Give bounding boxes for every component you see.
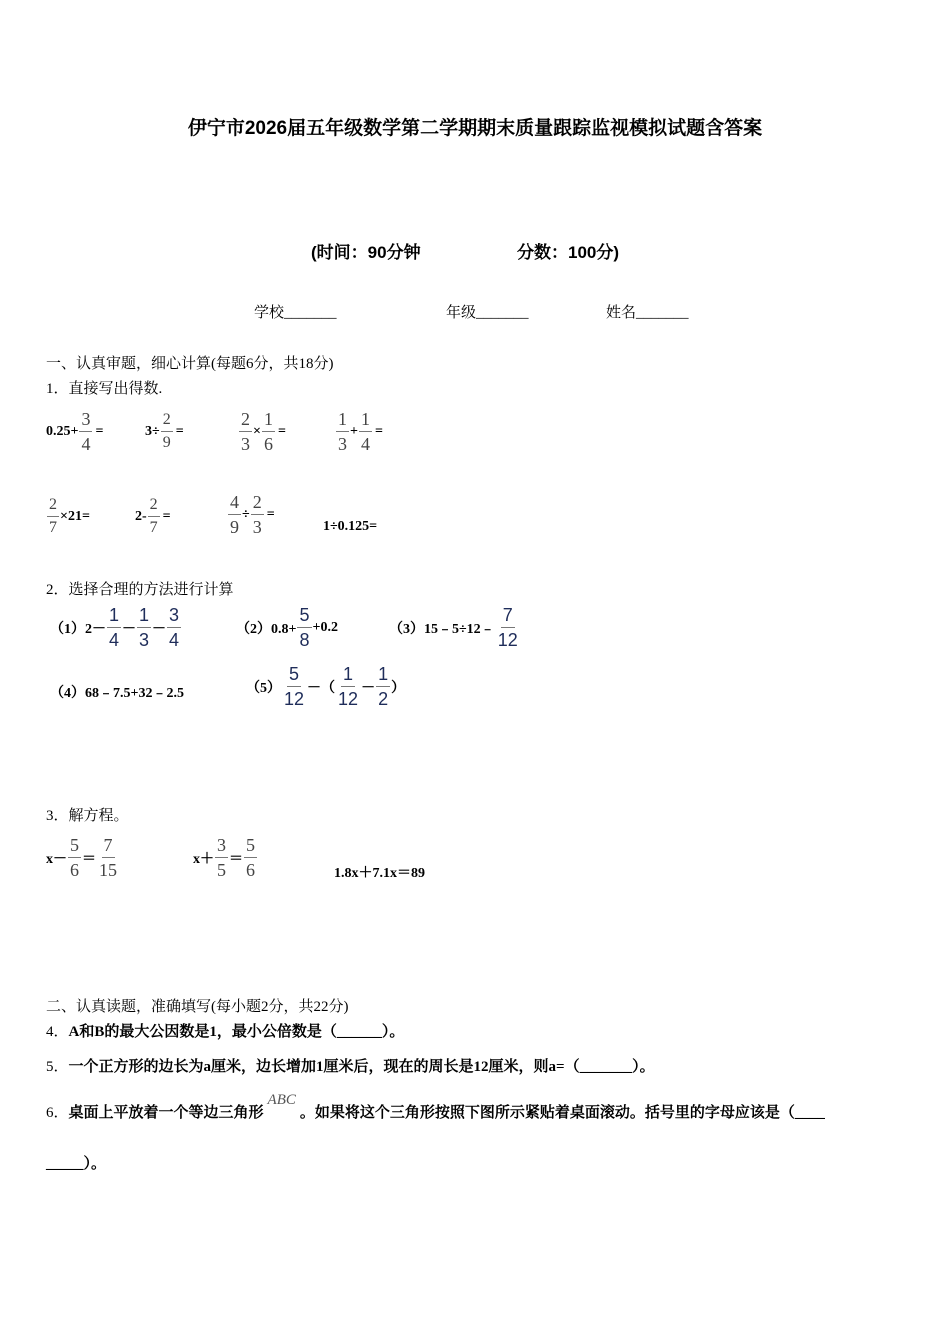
fraction	[167, 606, 181, 649]
denominator: 3	[252, 517, 262, 537]
denominator: 3	[241, 434, 250, 454]
denominator: 6	[263, 434, 273, 454]
q1-expr-5	[46, 497, 90, 536]
numerator: 1	[341, 665, 355, 687]
numerator: 3	[215, 836, 228, 858]
q1-label: 1．直接写出得数.	[46, 381, 163, 397]
numerator: 1	[336, 410, 349, 432]
numerator: 5	[244, 836, 257, 858]
q2-problem-4: （4）68﹣7.5+32﹣2.5	[50, 686, 184, 701]
expr-text: +0.2	[312, 619, 338, 635]
q1-expr-8: 1÷0.125=	[323, 519, 378, 534]
fraction	[376, 665, 390, 708]
fraction	[97, 836, 119, 879]
denominator: 9	[162, 434, 171, 451]
denominator: 4	[360, 434, 370, 454]
fraction	[161, 412, 173, 451]
fraction	[137, 606, 151, 649]
numerator: 1	[359, 410, 372, 432]
q3-equation-2	[193, 836, 258, 879]
numerator: 5	[297, 606, 311, 628]
numerator: 5	[287, 665, 301, 687]
expr-text: =	[374, 423, 383, 439]
expr-text: =	[266, 506, 275, 522]
numerator: 2	[239, 410, 252, 432]
expr-text: =	[95, 423, 104, 439]
denominator: 6	[70, 860, 79, 880]
question-text: 。如果将这个三角形按照下图所示紧贴着桌面滚动。括号里的字母应该是（____	[299, 1105, 825, 1121]
q6-continued	[46, 1152, 106, 1173]
page-title: 伊宁市2026届五年级数学第二学期期末质量跟踪监视模拟试题含答案	[187, 118, 763, 139]
expr-text: =	[277, 423, 286, 439]
name-field: 姓名_______	[606, 305, 689, 321]
expr-text: x＋	[193, 851, 214, 867]
school-field: 学校_______	[254, 305, 337, 321]
operator: ÷	[242, 506, 250, 522]
q2-label: 2．选择合理的方法进行计算	[46, 582, 234, 598]
exam-score: 分数：100分)	[517, 243, 620, 262]
q1-expr-7	[227, 493, 277, 536]
numerator: 1	[137, 606, 151, 628]
expr-text: （1）2－	[50, 621, 106, 637]
denominator: 6	[246, 860, 255, 880]
expr-text: =	[175, 423, 184, 439]
fraction	[336, 665, 360, 708]
q1-expr-6	[135, 497, 173, 536]
q2-problem-2	[236, 606, 338, 649]
numerator: 1	[107, 606, 121, 628]
fraction	[262, 410, 275, 453]
question-number: 6．	[46, 1105, 69, 1121]
fraction	[215, 836, 228, 879]
operator: ＝	[82, 851, 96, 867]
numerator: 2	[251, 493, 264, 515]
expr-text: x－	[46, 851, 67, 867]
fraction	[79, 410, 92, 453]
question-text: _____）。	[46, 1156, 107, 1172]
q6	[46, 1092, 825, 1122]
operator: －	[361, 680, 376, 696]
fraction	[244, 836, 257, 879]
fraction	[47, 497, 59, 536]
q2-problem-1	[50, 606, 182, 649]
question-text: 桌面上平放着一个等边三角形	[68, 1105, 264, 1121]
q4	[46, 1020, 404, 1041]
fraction	[282, 665, 306, 708]
denominator: 8	[299, 630, 310, 650]
q3-equation-3: 1.8x＋7.1x＝89	[334, 866, 425, 881]
denominator: 4	[81, 434, 91, 454]
denominator: 3	[139, 630, 150, 650]
operator: ＝	[229, 851, 243, 867]
numerator: 3	[79, 410, 92, 432]
fraction	[107, 606, 121, 649]
triangle-label: ABC	[267, 1092, 296, 1108]
numerator: 1	[376, 665, 390, 687]
fraction	[297, 606, 311, 649]
section1-heading: 一、认真审题，细心计算(每题6分，共18分)	[46, 356, 334, 372]
numerator: 1	[262, 410, 275, 432]
numerator: 3	[167, 606, 181, 628]
fraction	[336, 410, 349, 453]
denominator: 7	[49, 519, 57, 536]
denominator: 12	[497, 630, 518, 650]
operator: －	[122, 621, 137, 637]
expr-text: =	[162, 508, 171, 524]
numerator: 2	[148, 497, 160, 517]
fraction	[148, 497, 160, 536]
q1-expr-3	[238, 410, 288, 453]
expr-text: 0.25+	[46, 423, 79, 439]
expr-text: （3）15﹣5÷12﹣	[389, 621, 495, 637]
q3-equation-1	[46, 836, 120, 879]
q1-expr-2	[145, 412, 186, 451]
question-number: 5．	[46, 1059, 69, 1075]
q5	[46, 1055, 655, 1076]
fraction	[496, 606, 520, 649]
operator: －（	[307, 680, 336, 696]
denominator: 5	[217, 860, 226, 880]
expr-text: ×21=	[60, 508, 90, 524]
fraction	[239, 410, 252, 453]
numerator: 2	[47, 497, 59, 517]
question-text: A和B的最大公因数是1，最小公倍数是（______）。	[68, 1024, 405, 1040]
expr-text: 2-	[135, 508, 147, 524]
fraction	[68, 836, 81, 879]
q2-problem-5	[246, 665, 405, 708]
expr-text: 3÷	[145, 423, 160, 439]
denominator: 3	[338, 434, 347, 454]
denominator: 4	[109, 630, 120, 650]
numerator: 4	[228, 493, 241, 515]
denominator: 7	[149, 519, 158, 536]
expr-text: ）	[391, 680, 406, 696]
q1-expr-1	[46, 410, 105, 453]
expr-text: （5）	[246, 680, 281, 696]
question-number: 4．	[46, 1024, 69, 1040]
fraction	[251, 493, 264, 536]
numerator: 7	[102, 836, 115, 858]
numerator: 5	[68, 836, 81, 858]
q1-expr-4	[335, 410, 385, 453]
numerator: 2	[161, 412, 173, 432]
denominator: 12	[284, 689, 305, 709]
exam-time: (时间：90分钟	[311, 243, 421, 262]
q2-problem-3	[389, 606, 521, 649]
operator: －	[152, 621, 167, 637]
numerator: 7	[501, 606, 515, 628]
fraction	[359, 410, 372, 453]
operator: ×	[253, 423, 261, 439]
denominator: 15	[99, 860, 117, 880]
q3-label: 3．解方程。	[46, 808, 129, 824]
fraction	[228, 493, 241, 536]
denominator: 12	[338, 689, 359, 709]
denominator: 2	[378, 689, 389, 709]
expr-text: （2）0.8+	[236, 621, 297, 637]
denominator: 9	[230, 517, 239, 537]
grade-field: 年级_______	[446, 305, 529, 321]
operator: +	[350, 423, 358, 439]
question-text: 一个正方形的边长为a厘米，边长增加1厘米后，现在的周长是12厘米，则a=（_______）。	[68, 1059, 655, 1075]
section2-heading: 二、认真读题，准确填写(每小题2分，共22分)	[46, 999, 349, 1015]
denominator: 4	[169, 630, 180, 650]
